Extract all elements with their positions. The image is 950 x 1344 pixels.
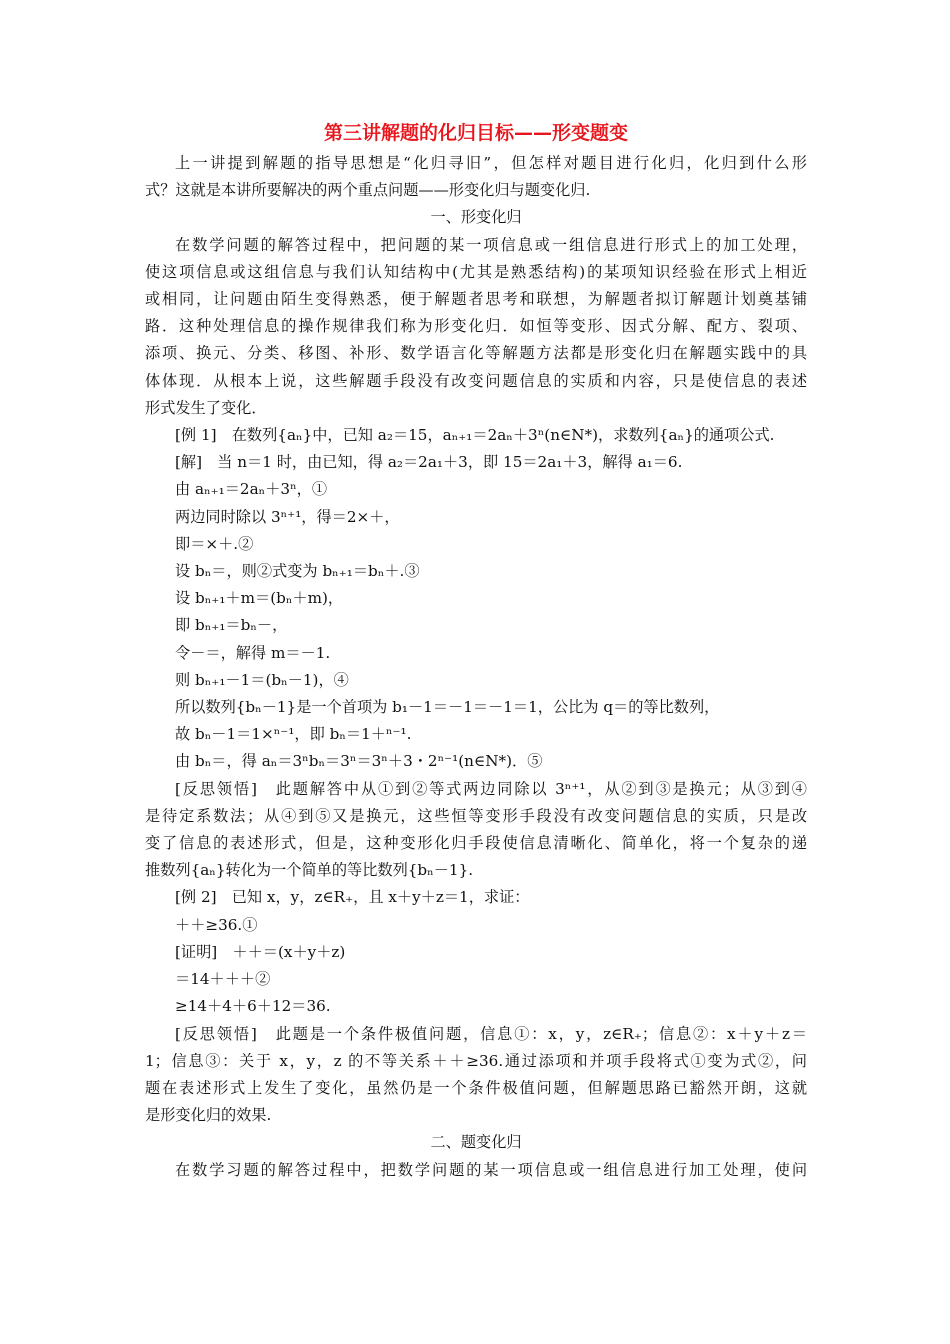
text-line: 题在表述形式上发生了变化，虽然仍是一个条件极值问题，但解题思路已豁然开朗，这就 xyxy=(145,1078,807,1097)
text-line: 即＝×＋.② xyxy=(175,534,254,553)
document-title: 第三讲解题的化归目标——形变题变 xyxy=(323,122,628,144)
text-line: ＝14＋＋＋② xyxy=(175,970,271,989)
text-line: 由 aₙ₊₁＝2aₙ＋3ⁿ，① xyxy=(175,480,328,499)
text-line: [反思领悟] 此题解答中从①到②等式两边同除以 3ⁿ⁺¹，从②到③是换元；从③到④ xyxy=(175,779,807,798)
text-line: 即 bₙ₊₁＝bₙ－， xyxy=(175,616,288,635)
text-line: 由 bₙ＝，得 aₙ＝3ⁿbₙ＝3ⁿ＝3ⁿ＋3・2ⁿ⁻¹(n∈N*)．⑤ xyxy=(175,752,543,771)
text-line: 上一讲提到解题的指导思想是“化归寻旧”，但怎样对题目进行化归，化归到什么形 xyxy=(175,154,807,172)
text-line: 路．这种处理信息的操作规律我们称为形变化归．如恒等变形、因式分解、配方、裂项、 xyxy=(145,317,807,336)
text-line: 推数列{aₙ}转化为一个简单的等比数列{bₙ－1}. xyxy=(145,861,474,880)
text-line: 在数学问题的解答过程中，把问题的某一项信息或一组信息进行形式上的加工处理， xyxy=(175,235,807,254)
text-line: 使这项信息或这组信息与我们认知结构中(尤其是熟悉结构)的某项知识经验在形式上相近 xyxy=(145,262,807,281)
text-line: 则 bₙ₊₁－1＝(bₙ－1)，④ xyxy=(175,670,349,689)
text-line: 1；信息③：关于 x，y，z 的不等关系＋＋≥36.通过添项和并项手段将式①变为式②，问 xyxy=(145,1051,807,1070)
text-line: 是形变化归的效果. xyxy=(145,1106,272,1125)
text-line: 设 bₙ₊₁＋m＝(bₙ＋m)， xyxy=(175,589,344,608)
text-line: [例 2] 已知 x，y，z∈R₊，且 x＋y＋z＝1，求证： xyxy=(175,888,530,907)
text-line: 在数学习题的解答过程中，把数学问题的某一项信息或一组信息进行加工处理，使问 xyxy=(175,1160,807,1179)
text-line: [例 1] 在数列{aₙ}中，已知 a₂＝15，aₙ₊₁＝2aₙ＋3ⁿ(n∈N*)，求数列{aₙ}的通项公式. xyxy=(175,426,775,445)
text-line: 式？这就是本讲所要解决的两个重点问题——形变化归与题变化归. xyxy=(145,181,591,200)
section-heading: 二、题变化归 xyxy=(430,1133,522,1152)
text-line: [解] 当 n＝1 时，由已知，得 a₂＝2a₁＋3，即 15＝2a₁＋3，解得 a₁＝6. xyxy=(175,453,683,472)
document-page xyxy=(145,118,807,1184)
text-line: 故 bₙ－1＝1×ⁿ⁻¹，即 bₙ＝1＋ⁿ⁻¹. xyxy=(175,725,412,744)
text-line: 形式发生了变化． xyxy=(145,398,267,417)
text-line: 或相同，让问题由陌生变得熟悉，便于解题者思考和联想，为解题者拟订解题计划奠基铺 xyxy=(145,290,807,309)
text-line: 令－＝，解得 m＝－1. xyxy=(175,643,331,662)
text-line: 体体现．从根本上说，这些解题手段没有改变问题信息的实质和内容，只是使信息的表述 xyxy=(145,371,807,390)
section-heading: 一、形变化归 xyxy=(430,208,522,227)
text-line: ＋＋≥36.① xyxy=(175,915,258,934)
text-line: 设 bₙ＝，则②式变为 bₙ₊₁＝bₙ＋.③ xyxy=(175,562,420,581)
text-line: ≥14＋4＋6＋12＝36. xyxy=(175,997,331,1016)
text-line: 添项、换元、分类、移图、补形、数学语言化等解题方法都是形变化归在解题实践中的具 xyxy=(145,344,807,363)
text-line: 两边同时除以 3ⁿ⁺¹，得＝2×＋， xyxy=(175,507,400,526)
document-body xyxy=(145,150,807,1184)
text-line: 是待定系数法；从④到⑤又是换元，这些恒等变形手段没有改变问题信息的实质，只是改 xyxy=(145,806,807,825)
text-line: 变了信息的表述形式，但是，这种变形化归手段使信息清晰化、简单化，将一个复杂的递 xyxy=(145,834,807,853)
text-line: [证明] ＋＋＝(x＋y＋z) xyxy=(175,942,346,961)
text-line: 所以数列{bₙ－1}是一个首项为 b₁－1＝－1＝－1＝1，公比为 q＝的等比数列， xyxy=(175,698,720,717)
text-line: [反思领悟] 此题是一个条件极值问题，信息①：x，y，z∈R₊；信息②：x＋y＋z＝ xyxy=(175,1024,807,1043)
